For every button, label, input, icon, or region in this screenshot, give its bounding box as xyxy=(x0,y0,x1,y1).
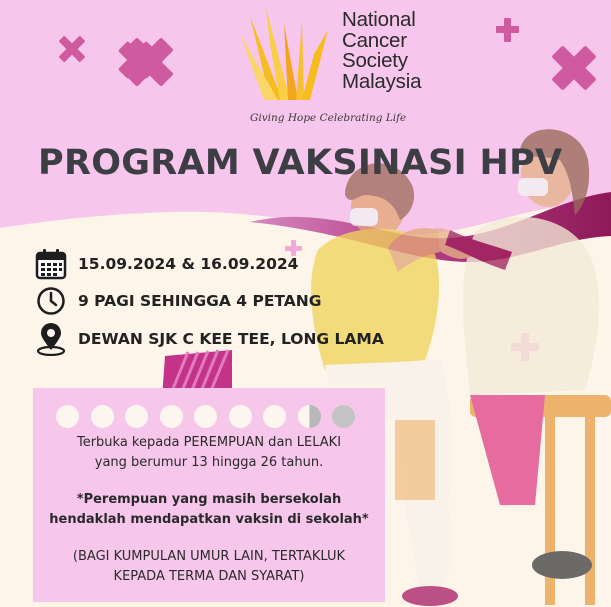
org-name-line3: Society xyxy=(342,49,408,72)
dot xyxy=(160,405,183,428)
eligibility-text xyxy=(33,433,385,473)
eligibility-line1: Terbuka kepada PEREMPUAN dan LELAKI xyxy=(76,435,342,450)
terms-line1: (BAGI KUMPULAN UMUR LAIN, TERTAKLUK xyxy=(72,549,346,564)
dot xyxy=(91,405,114,428)
event-date: 15.09.2024 & 16.09.2024 xyxy=(78,255,299,273)
org-name-line1: National xyxy=(342,8,416,31)
event-time: 9 PAGI SEHINGGA 4 PETANG xyxy=(78,292,322,310)
org-name-line2: Cancer xyxy=(342,28,407,52)
dot xyxy=(332,405,355,428)
tagline: Giving Hope Celebrating Life xyxy=(250,112,407,124)
dot-row-decoration xyxy=(56,405,355,428)
dot xyxy=(298,405,321,428)
event-venue: DEWAN SJK C KEE TEE, LONG LAMA xyxy=(78,330,384,348)
dot xyxy=(194,405,217,428)
organization-name xyxy=(342,10,421,92)
school-note-line2: hendaklah mendapatkan vaksin di sekolah* xyxy=(49,512,369,527)
school-note-line1: *Perempuan yang masih bersekolah xyxy=(76,492,342,507)
page-title: PROGRAM VAKSINASI HPV xyxy=(38,143,563,183)
location-pin-icon xyxy=(34,322,68,356)
time-row xyxy=(34,284,322,318)
org-name-line4: Malaysia xyxy=(342,69,422,93)
dot xyxy=(229,405,252,428)
calendar-icon xyxy=(34,247,68,281)
eligibility-line2: yang berumur 13 hingga 26 tahun. xyxy=(94,455,324,470)
dot xyxy=(56,405,79,428)
dot xyxy=(125,405,148,428)
terms-note xyxy=(33,547,385,587)
dot xyxy=(263,405,286,428)
venue-row xyxy=(34,322,384,356)
clock-icon xyxy=(34,284,68,318)
school-note xyxy=(33,490,385,530)
ncsm-logo-icon xyxy=(240,4,340,108)
terms-line2: KEPADA TERMA DAN SYARAT) xyxy=(113,569,305,584)
date-row xyxy=(34,247,298,281)
